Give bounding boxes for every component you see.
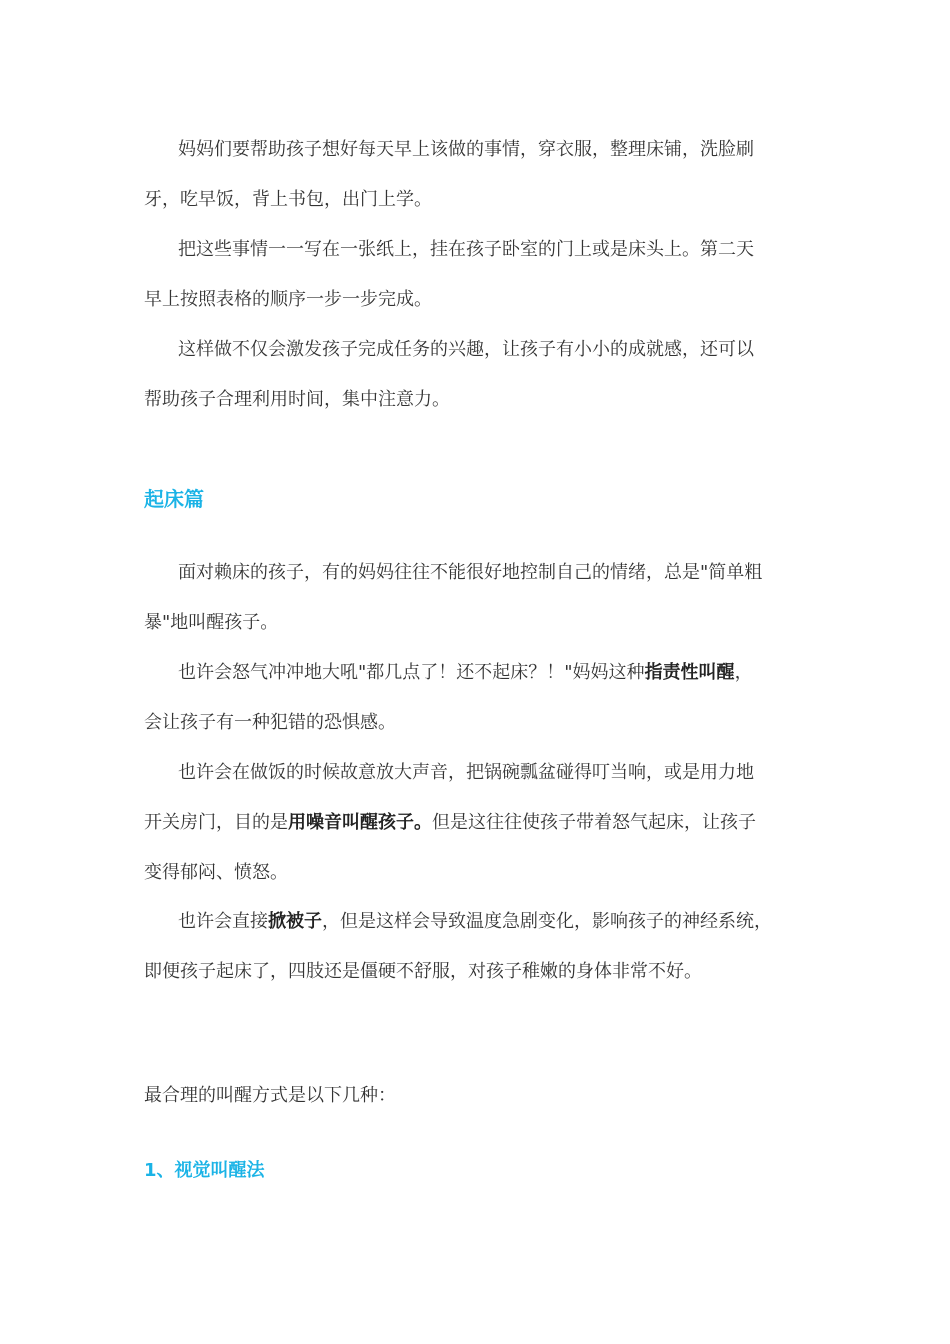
intro-paragraph-3: 这样做不仅会激发孩子完成任务的兴趣，让孩子有小小的成就感，还可以 帮助孩子合理利用时间，集中注意力。 [144,339,754,410]
method-title: 1、视觉叫醒法 [144,1160,265,1181]
emphasis-text: 指责性叫醒 [644,662,735,683]
body-paragraph-1: 面对赖床的孩子，有的妈妈往往不能很好地控制自己的情绪，总是"简单粗 暴"地叫醒孩子。 [144,562,763,633]
intro-paragraph-1: 妈妈们要帮助孩子想好每天早上该做的事情，穿衣服，整理床铺，洗脸刷 牙，吃早饭，背上书包，出门上学。 [144,139,754,210]
intro-paragraph-2: 把这些事情一一写在一张纸上，挂在孩子卧室的门上或是床头上。第二天 早上按照表格的顺序一步一步完成。 [144,239,754,310]
body-paragraph-5: 最合理的叫醒方式是以下几种： [144,1085,396,1106]
section-title: 起床篇 [144,487,204,511]
body-paragraph-3: 也许会在做饭的时候故意放大声音，把锅碗瓢盆碰得叮当响，或是用力地 开关房门，目的是用噪音叫醒孩子。但是这往往使孩子带着怒气起床，让孩子 变得郁闷、愤怒。 [144,762,756,883]
emphasis-text: 用噪音叫醒孩子。 [288,812,432,833]
body-paragraph-4: 也许会直接掀被子，但是这样会导致温度急剧变化，影响孩子的神经系统， 即便孩子起床了，四肢还是僵硬不舒服，对孩子稚嫩的身体非常不好。 [144,911,772,982]
body-paragraph-2: 也许会怒气冲冲地大吼"都几点了！还不起床？！"妈妈这种指责性叫醒， 会让孩子有一种犯错的恐惧感。 [144,662,753,733]
emphasis-text: 掀被子 [268,911,322,932]
